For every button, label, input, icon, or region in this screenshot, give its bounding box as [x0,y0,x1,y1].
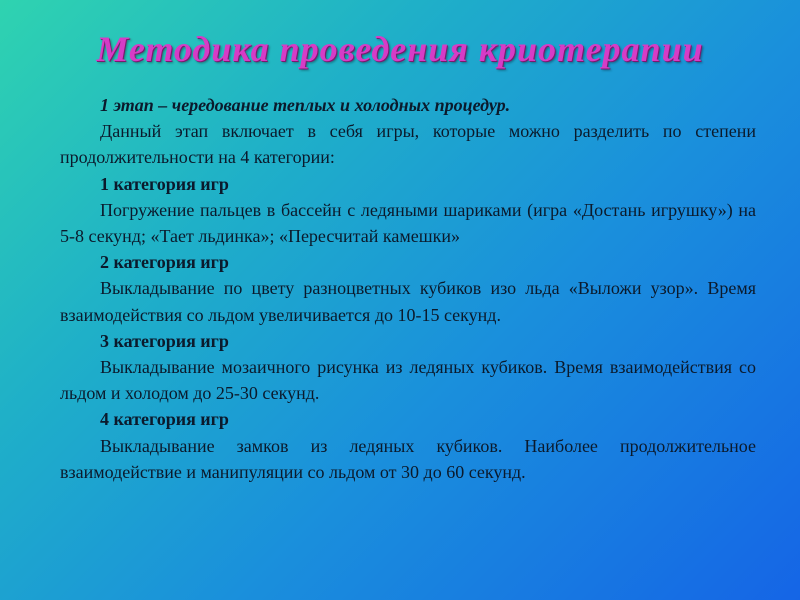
category-3-text: Выкладывание мозаичного рисунка из ледяных кубиков. Время взаимодействия со льдом и холодом до 25-30 секунд. [60,357,756,404]
category-4-text: Выкладывание замков из ледяных кубиков. Наиболее продолжительное взаимодействие и манипуляции со льдом от 30 до 60 секунд. [60,435,756,482]
category-1-text: Погружение пальцев в бассейн с ледяными шариками (игра «Достань игрушку») на 5-8 секунд; «Тает льдинка»; «Пересчитай камешки» [60,199,756,247]
category-2-text: Выкладывание по цвету разноцветных кубиков изо льда «Выложи узор». Время взаимодействия со льдом увеличивается до 10-15 секунд. [60,278,756,325]
stage-heading: 1 этап – чередование теплых и холодных процедур. [100,95,511,115]
category-3-heading: 3 категория игр [100,330,229,351]
intro-paragraph: Данный этап включает в себя игры, которые можно разделить по степени продолжительности на 4 категории: [60,121,756,168]
category-4-heading: 4 категория игр [100,409,229,430]
category-2-heading: 2 категория игр [100,252,229,273]
slide-title: Методика проведения криотерапии [96,29,704,69]
category-1-heading: 1 категория игр [100,173,229,194]
slide-body [60,92,756,485]
